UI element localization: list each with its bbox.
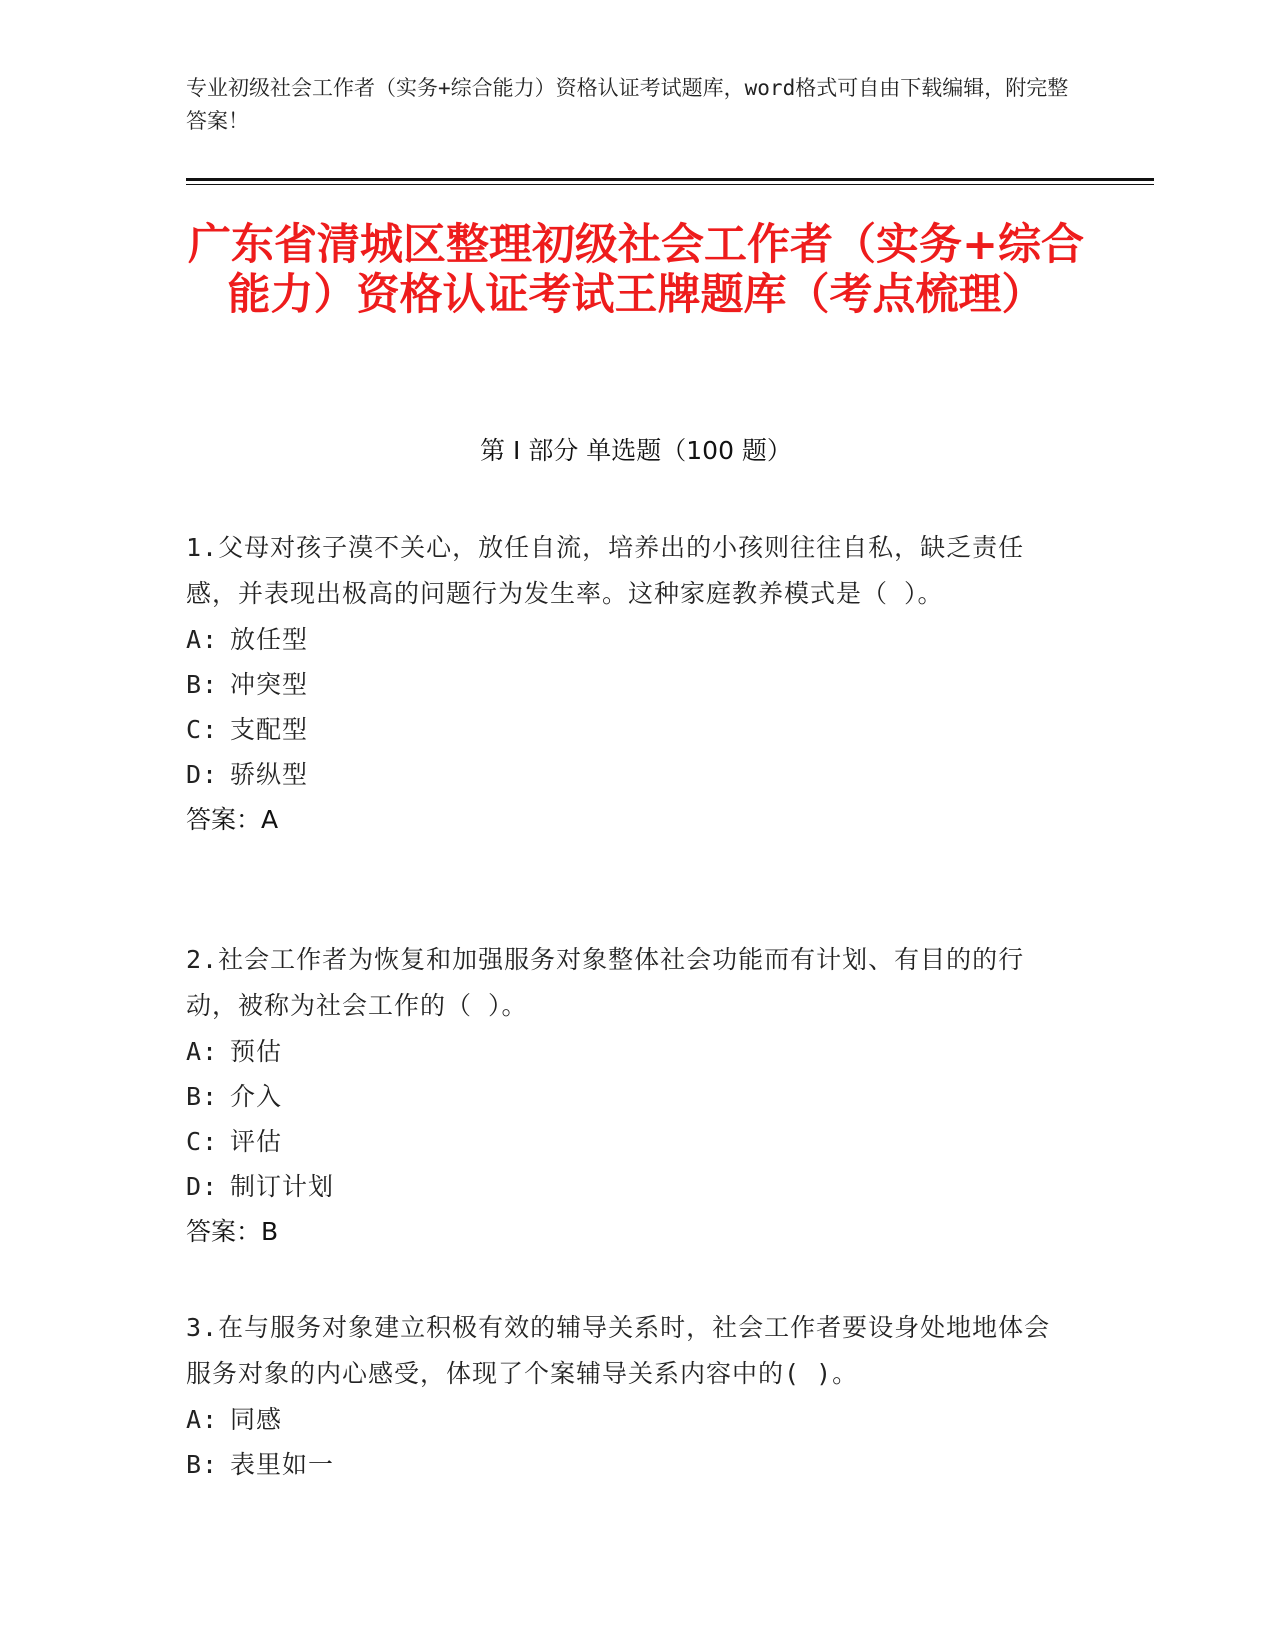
option-c [186,707,1066,752]
option-b [186,1074,1066,1119]
option-a [186,1397,1066,1442]
option-letter: A: [186,1405,219,1434]
header-divider-thin [186,184,1154,185]
option-text: 评估 [230,1127,283,1156]
question-text: 2.社会工作者为恢复和加强服务对象整体社会功能而有计划、有目的的行动，被称为社会工作的（ ）。 [186,945,1025,1020]
option-b [186,1442,1066,1487]
option-d [186,752,1066,797]
option-text: 冲突型 [230,670,309,699]
document-title: 广东省清城区整理初级社会工作者（实务+综合能力）资格认证考试王牌题库（考点梳理） [187,220,1085,320]
option-text: 放任型 [230,625,309,654]
option-letter: B: [186,1450,219,1479]
option-text: 支配型 [230,715,309,744]
option-letter: C: [186,1127,219,1156]
option-letter: B: [186,1082,219,1111]
section-heading: 第 I 部分 单选题（100 题） [480,436,792,465]
option-text: 制订计划 [230,1172,335,1201]
question-3 [186,1305,1066,1487]
answer-line: 答案：A [186,805,279,834]
option-c [186,1119,1066,1164]
answer-line: 答案：B [186,1217,279,1246]
question-1 [186,525,1066,843]
option-letter: A: [186,625,219,654]
option-text: 表里如一 [230,1450,335,1479]
option-text: 预估 [230,1037,283,1066]
option-letter: A: [186,1037,219,1066]
option-letter: B: [186,670,219,699]
option-a [186,617,1066,662]
option-d [186,1164,1066,1209]
option-letter: D: [186,760,219,789]
option-b [186,662,1066,707]
question-text: 3.在与服务对象建立积极有效的辅导关系时，社会工作者要设身处地地体会服务对象的内心感受，体现了个案辅导关系内容中的( )。 [186,1313,1051,1388]
option-a [186,1029,1066,1074]
option-text: 介入 [230,1082,283,1111]
option-letter: D: [186,1172,219,1201]
header-divider-thick [186,178,1154,181]
option-text: 骄纵型 [230,760,309,789]
question-text: 1.父母对孩子漠不关心，放任自流，培养出的小孩则往往自私，缺乏责任感，并表现出极高的问题行为发生率。这种家庭教养模式是（ ）。 [186,533,1025,608]
option-text: 同感 [230,1405,283,1434]
option-letter: C: [186,715,219,744]
header-note: 专业初级社会工作者（实务+综合能力）资格认证考试题库，word格式可自由下载编辑，附完整答案！ [186,76,1069,133]
question-2 [186,937,1066,1255]
